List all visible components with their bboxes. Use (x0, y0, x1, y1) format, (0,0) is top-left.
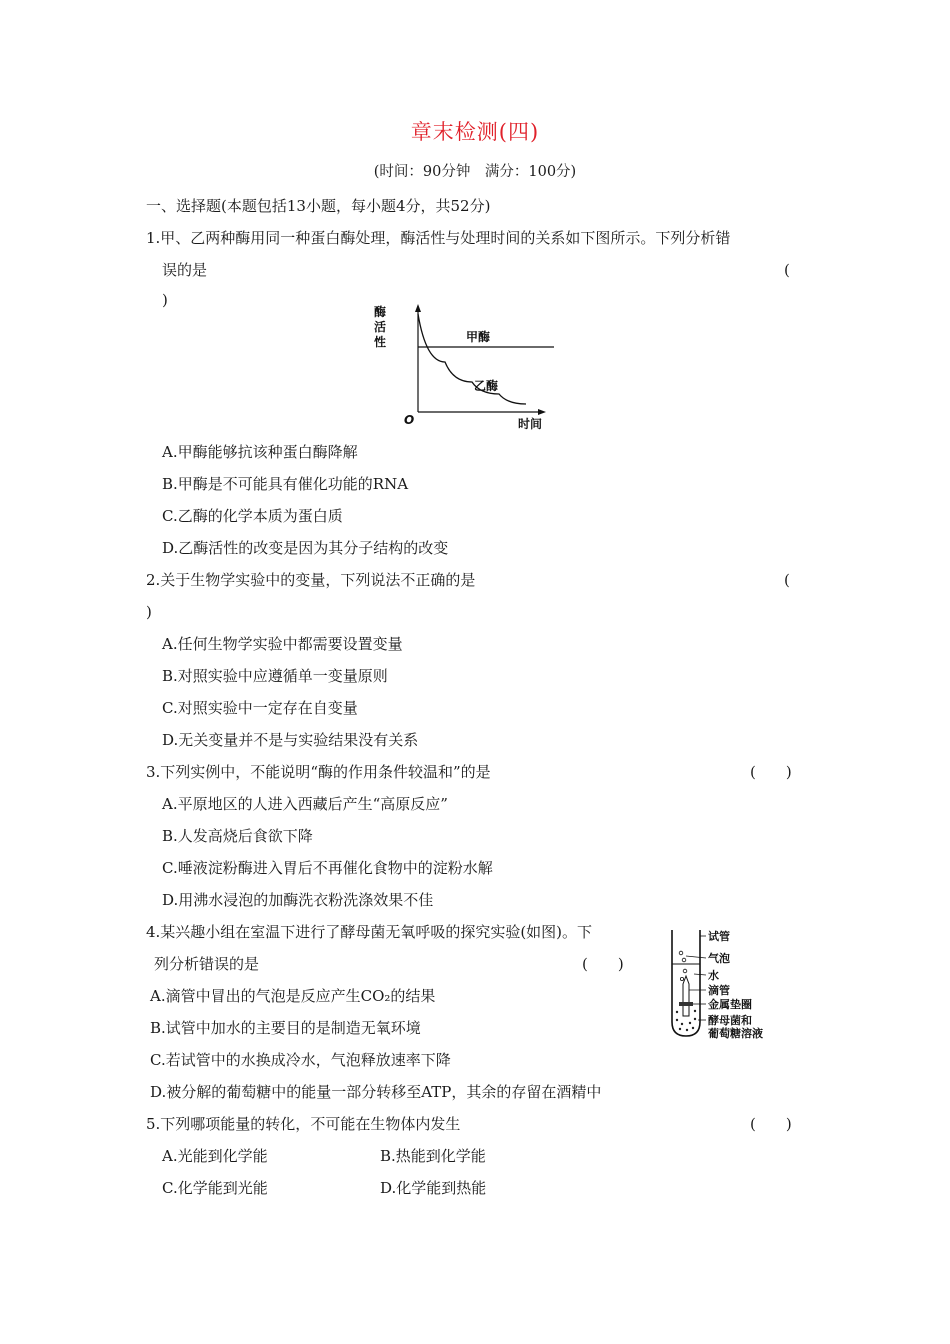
q4-answer-paren[interactable]: ( ) (582, 955, 624, 973)
bubble (679, 951, 683, 955)
section-heading: 一、选择题(本题包括13小题，每小题4分，共52分) (146, 197, 491, 215)
bubble (683, 969, 687, 973)
dropper (683, 976, 689, 1016)
q3-answer-paren[interactable]: ( ) (750, 763, 792, 781)
q4-option-c[interactable]: C.若试管中的水换成冷水，气泡释放速率下降 (150, 1051, 451, 1069)
series-label-2: 乙酶 (474, 379, 499, 393)
label-water: 水 (708, 969, 719, 982)
q1-answer-close: ) (162, 291, 168, 309)
chart-ylabel-1: 酶 (374, 305, 387, 319)
q4-option-d[interactable]: D.被分解的葡萄糖中的能量一部分转移至ATP，其余的存留在酒精中 (150, 1083, 602, 1101)
q3-stem: 3.下列实例中，不能说明“酶的作用条件较温和”的是 (146, 763, 491, 781)
q2-answer-open[interactable]: ( (784, 571, 790, 589)
chart-ylabel-3: 性 (374, 335, 387, 349)
q4-option-b[interactable]: B.试管中加水的主要目的是制造无氧环境 (150, 1019, 421, 1037)
q1-option-b[interactable]: B.甲酶是不可能具有催化功能的RNA (162, 475, 409, 493)
label-yeast: 酵母菌和 (708, 1014, 752, 1027)
q4-option-a[interactable]: A.滴管中冒出的气泡是反应产生CO₂的结果 (150, 987, 436, 1005)
label-metal-washer: 金属垫圈 (708, 998, 752, 1011)
q1-stem-line2: 误的是 (162, 261, 208, 279)
q5-option-d[interactable]: D.化学能到热能 (380, 1179, 487, 1197)
q2-option-c[interactable]: C.对照实验中一定存在自变量 (162, 699, 358, 717)
q5-option-b[interactable]: B.热能到化学能 (380, 1147, 486, 1165)
q2-option-b[interactable]: B.对照实验中应遵循单一变量原则 (162, 667, 388, 685)
q3-option-c[interactable]: C.唾液淀粉酶进入胃后不再催化食物中的淀粉水解 (162, 859, 493, 877)
exam-meta: (时间：90分钟 满分：100分) (373, 164, 577, 180)
q1-stem-line1: 1.甲、乙两种酶用同一种蛋白酶处理，酶活性与处理时间的关系如下图所示。下列分析错 (146, 229, 731, 247)
page-title: 章末检测(四) (410, 120, 540, 144)
q5-answer-paren[interactable]: ( ) (750, 1115, 792, 1133)
series-label-1: 甲酶 (466, 330, 491, 344)
q2-option-d[interactable]: D.无关变量并不是与实验结果没有关系 (162, 731, 419, 749)
q4-stem-line2: 列分析错误的是 (154, 955, 260, 973)
q4-test-tube-figure (660, 924, 790, 1044)
q5-stem: 5.下列哪项能量的转化，不可能在生物体内发生 (146, 1115, 461, 1133)
q1-enzyme-activity-chart (370, 302, 560, 432)
label-bubble: 气泡 (708, 952, 730, 965)
q2-answer-close: ) (146, 603, 152, 621)
label-glucose: 葡萄糖溶液 (708, 1027, 763, 1040)
metal-washer (679, 1002, 693, 1006)
q3-option-a[interactable]: A.平原地区的人进入西藏后产生“高原反应” (162, 795, 448, 813)
x-axis-arrow (538, 409, 546, 415)
q2-option-a[interactable]: A.任何生物学实验中都需要设置变量 (162, 635, 403, 653)
series-line-2 (418, 314, 526, 404)
label-test-tube: 试管 (708, 930, 730, 943)
q1-option-d[interactable]: D.乙酶活性的改变是因为其分子结构的改变 (162, 539, 449, 557)
y-axis-arrow (415, 304, 421, 312)
q4-stem-line1: 4.某兴趣小组在室温下进行了酵母菌无氧呼吸的探究实验(如图)。下 (146, 923, 593, 941)
q1-option-c[interactable]: C.乙酶的化学本质为蛋白质 (162, 507, 343, 525)
chart-origin: O (404, 413, 415, 427)
yeast-dots (676, 1010, 696, 1031)
chart-ylabel-2: 活 (374, 320, 387, 334)
chart-xlabel: 时间 (518, 417, 543, 431)
label-dropper: 滴管 (708, 984, 730, 997)
q5-option-a[interactable]: A.光能到化学能 (162, 1147, 268, 1165)
q3-option-b[interactable]: B.人发高烧后食欲下降 (162, 827, 313, 845)
q1-answer-open[interactable]: ( (784, 261, 790, 279)
q2-stem: 2.关于生物学实验中的变量，下列说法不正确的是 (146, 571, 476, 589)
q1-option-a[interactable]: A.甲酶能够抗该种蛋白酶降解 (162, 443, 358, 461)
bubble (682, 958, 686, 962)
q5-option-c[interactable]: C.化学能到光能 (162, 1179, 268, 1197)
bubble (680, 977, 683, 980)
q3-option-d[interactable]: D.用沸水浸泡的加酶洗衣粉洗涤效果不佳 (162, 891, 434, 909)
